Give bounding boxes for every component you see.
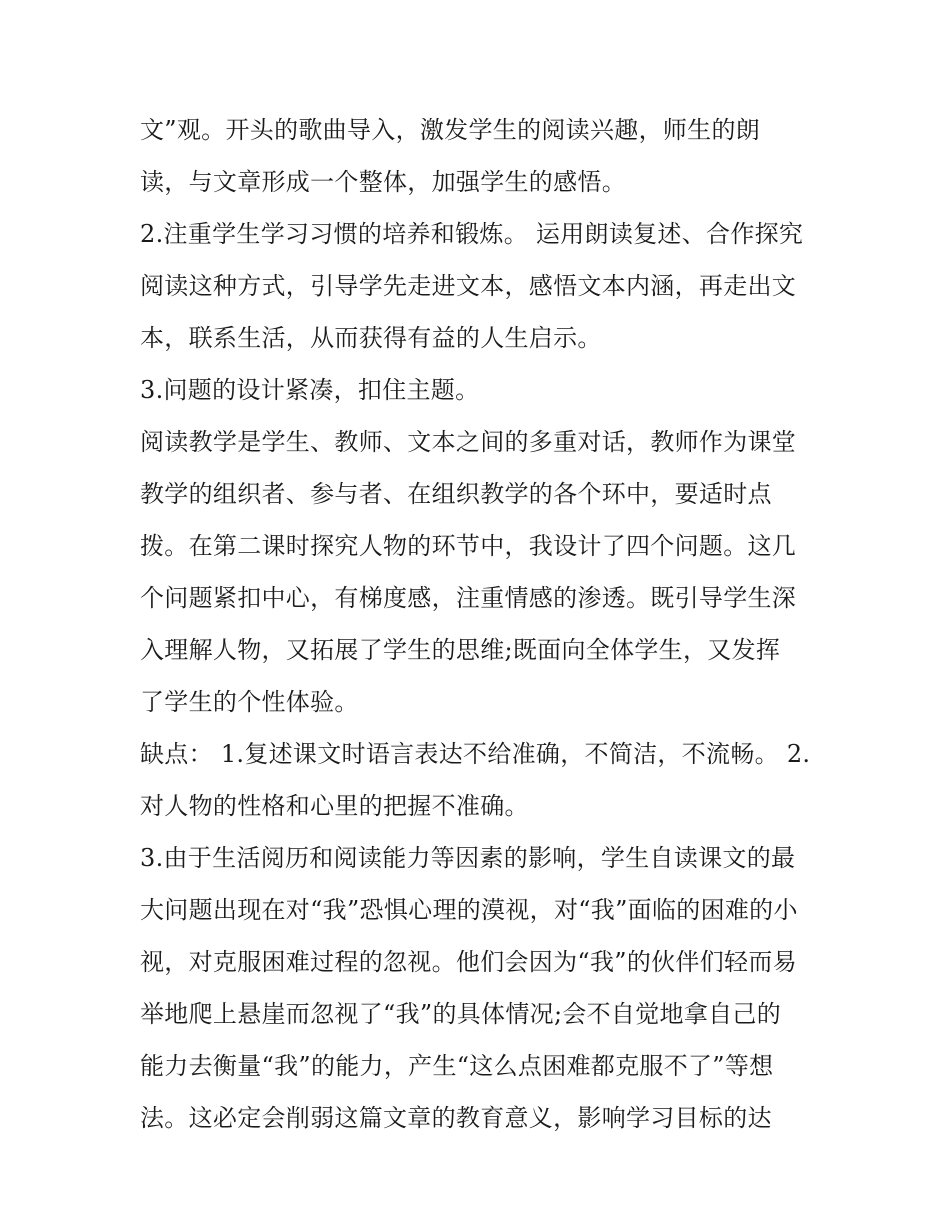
text-line: 了学生的个性体验。 bbox=[140, 688, 359, 716]
text-line: 读，与文章形成一个整体，加强学生的感悟。 bbox=[140, 168, 626, 196]
text-line: 视，对克服困难过程的忽视。他们会因为“我”的伙伴们轻而易 bbox=[140, 948, 797, 976]
text-line: 2.注重学生学习习惯的培养和锻炼。 运用朗读复述、合作探究 bbox=[140, 220, 804, 248]
text-line: 大问题出现在对“我”恐惧心理的漠视，对“我”面临的困难的小 bbox=[140, 896, 798, 924]
text-line: 法。这必定会削弱这篇文章的教育意义，影响学习目标的达 bbox=[140, 1104, 772, 1132]
text-line: 个问题紧扣中心，有梯度感，注重情感的渗透。既引导学生深 bbox=[140, 584, 797, 612]
text-line: 阅读教学是学生、教师、文本之间的多重对话，教师作为课堂 bbox=[140, 428, 797, 456]
text-line: 对人物的性格和心里的把握不准确。 bbox=[140, 792, 529, 820]
text-line: 拨。在第二课时探究人物的环节中，我设计了四个问题。这几 bbox=[140, 532, 797, 560]
text-line: 能力去衡量“我”的能力，产生“这么点困难都克服不了”等想 bbox=[140, 1052, 774, 1080]
text-line: 举地爬上悬崖而忽视了“我”的具体情况;会不自觉地拿自己的 bbox=[140, 1000, 782, 1028]
text-line: 本，联系生活，从而获得有益的人生启示。 bbox=[140, 324, 602, 352]
text-line: 缺点： 1.复述课文时语言表达不给准确，不简洁，不流畅。 2. bbox=[140, 740, 811, 768]
text-line: 教学的组织者、参与者、在组织教学的各个环中，要适时点 bbox=[140, 480, 772, 508]
text-line: 3.问题的设计紧凑，扣住主题。 bbox=[140, 376, 480, 404]
text-line: 入理解人物，又拓展了学生的思维;既面向全体学生，又发挥 bbox=[140, 636, 781, 664]
text-line: 3.由于生活阅历和阅读能力等因素的影响，学生自读课文的最 bbox=[140, 844, 796, 872]
text-line: 阅读这种方式，引导学先走进文本，感悟文本内涵，再走出文 bbox=[140, 272, 797, 300]
text-line: 文”观。开头的歌曲导入，激发学生的阅读兴趣，师生的朗 bbox=[140, 116, 761, 144]
